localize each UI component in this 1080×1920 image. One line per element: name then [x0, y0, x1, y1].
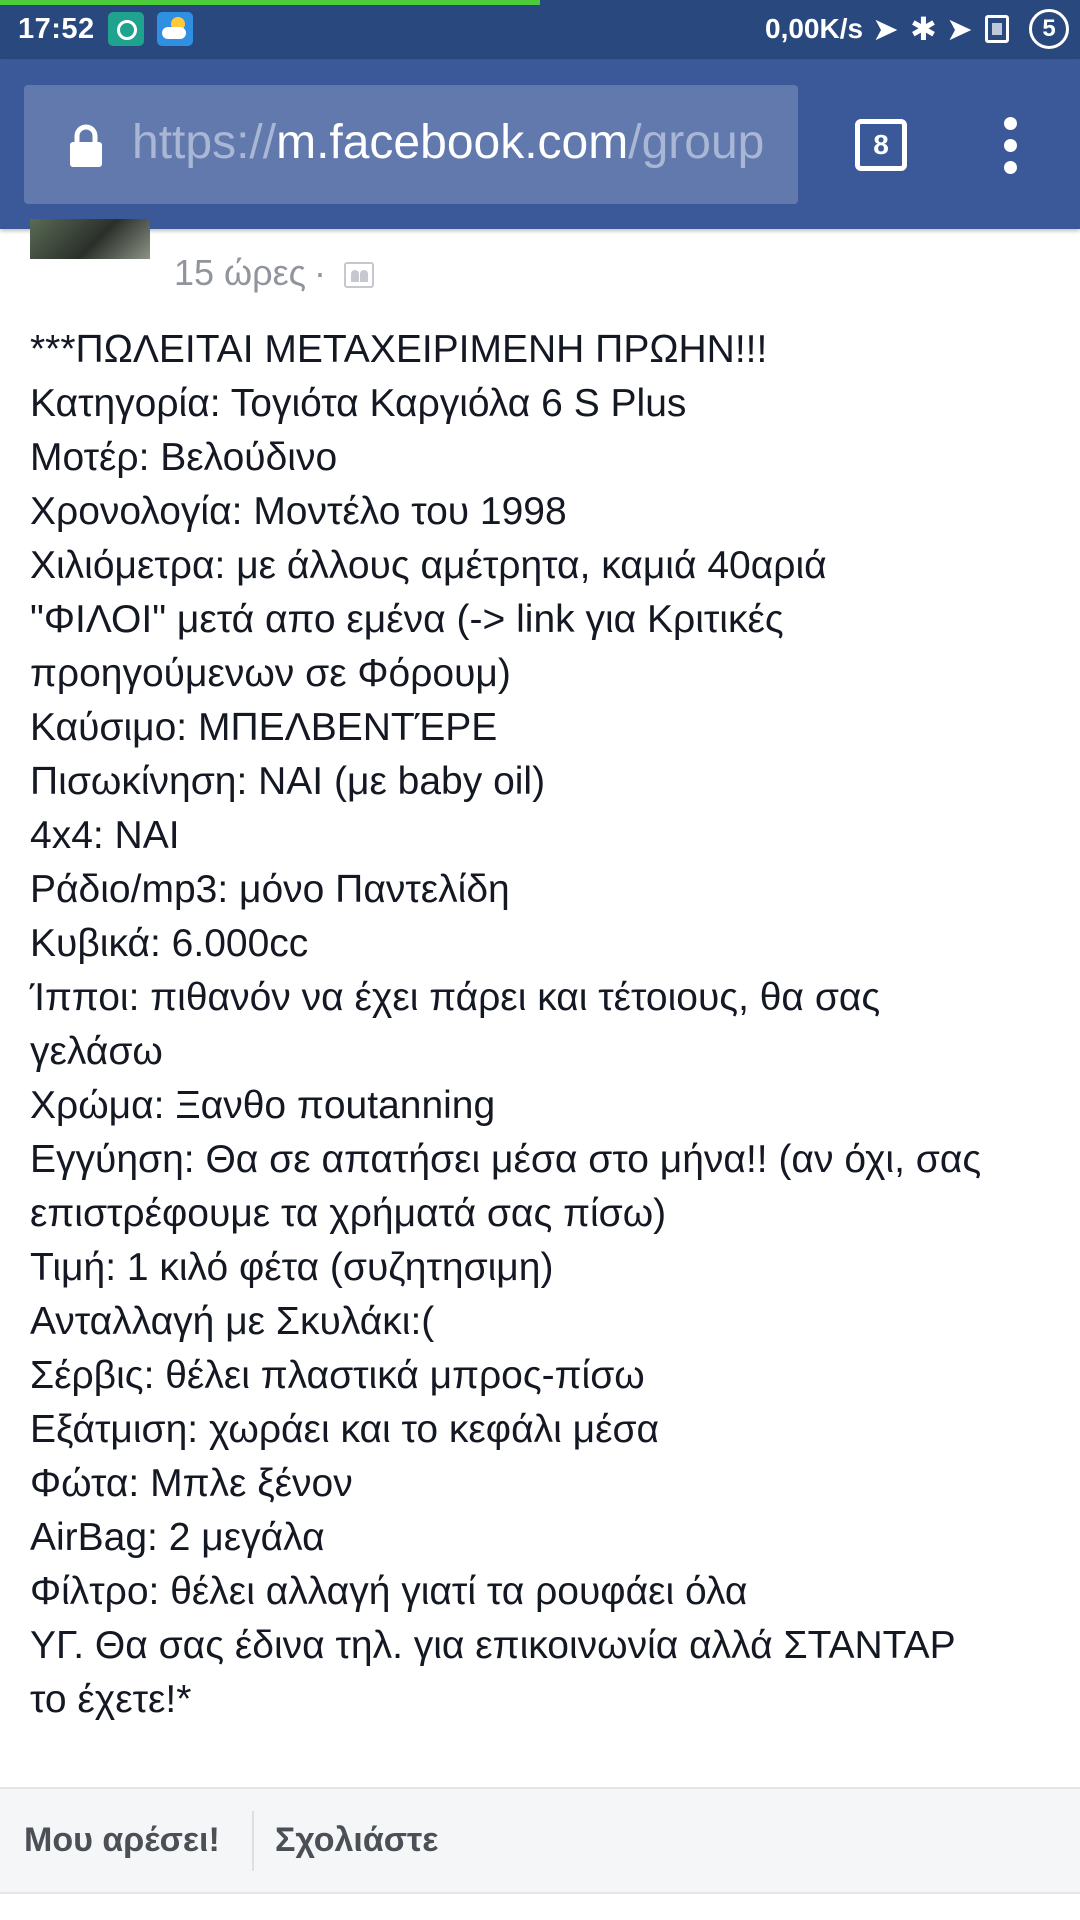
- post-text-line: γελάσω: [30, 1030, 163, 1073]
- url-text[interactable]: [132, 113, 798, 173]
- post-text-line: επιστρέφουμε τα χρήματά σας πίσω): [30, 1192, 667, 1235]
- status-bar: [0, 0, 1080, 59]
- url-bar[interactable]: [24, 85, 798, 204]
- post-text-line: Μοτέρ: Βελούδινο: [30, 436, 338, 479]
- post-text-line: Εγγύηση: Θα σε απατήσει μέσα στο μήνα!! (αν όχι, σας: [30, 1138, 982, 1181]
- post-text-line: Χρώμα: Ξανθο πoutanning: [30, 1084, 496, 1127]
- bluetooth-icon: ✱: [910, 11, 937, 47]
- post-time[interactable]: 15 ώρες: [174, 252, 307, 293]
- post-text-line: Σέρβις: θέλει πλαστικά μπρος-πίσω: [30, 1354, 645, 1397]
- post-text-line: ΥΓ. Θα σας έδινα τηλ. για επικοινωνία αλλά ΣΤΑΝΤΑΡ: [30, 1624, 956, 1667]
- page-load-progress: [0, 0, 540, 5]
- battery-icon: 5: [1029, 9, 1069, 49]
- comment-button[interactable]: Σχολιάστε: [275, 1821, 439, 1859]
- post-text-line: 4x4: ΝΑΙ: [30, 814, 180, 857]
- post-text-line: Φίλτρο: θέλει αλλαγή γιατί τα ρουφάει όλα: [30, 1570, 748, 1613]
- like-button[interactable]: Μου αρέσει!: [24, 1821, 220, 1859]
- post-body: [30, 323, 1060, 1727]
- post-text-line: AirBag: 2 μεγάλα: [30, 1516, 325, 1559]
- post-text-line: Κυβικά: 6.000cc: [30, 922, 309, 965]
- lock-icon: [68, 123, 104, 169]
- post-meta: [174, 252, 334, 294]
- post-actions: [0, 1787, 1080, 1894]
- meta-separator: ·: [314, 252, 327, 293]
- app-notification-icon: [108, 12, 144, 46]
- post-text-line: Τιμή: 1 κιλό φέτα (συζητησιμη): [30, 1246, 554, 1289]
- post-text-line: "ΦΙΛΟΙ" μετά απο εμένα (-> link για Κριτικές: [30, 598, 784, 641]
- tab-switcher-button[interactable]: 8: [855, 119, 907, 171]
- url-path: /group: [628, 116, 765, 169]
- post-text-line: ***ΠΩΛΕΙΤΑΙ ΜΕΤΑΧΕΙΡΙΜΕΝΗ ΠΡΩΗΝ!!!: [30, 328, 768, 371]
- network-speed: 0,00K/s: [765, 13, 864, 44]
- post-text-line: Χρονολογία: Μοντέλο του 1998: [30, 490, 567, 533]
- post-text-line: Κατηγορία: Τογιότα Καργιόλα 6 S Plus: [30, 382, 687, 425]
- post-text-line: Χιλιόμετρα: με άλλους αμέτρητα, καμιά 40αριά: [30, 544, 827, 587]
- gps-icon: ➤: [946, 11, 973, 47]
- weather-icon: [157, 12, 193, 46]
- url-scheme: https://: [132, 116, 277, 169]
- post-text-line: Ανταλλαγή με Σκυλάκι:(: [30, 1300, 435, 1343]
- post-text-line: Ίπποι: πιθανόν να έχει πάρει και τέτοιους, θα σας: [30, 976, 881, 1019]
- avatar[interactable]: [30, 219, 150, 259]
- gps-icon: ➤: [872, 11, 899, 47]
- post-text-line: Φώτα: Μπλε ξένον: [30, 1462, 353, 1505]
- status-time: 17:52: [18, 13, 95, 45]
- audience-group-icon: [344, 262, 374, 288]
- browser-toolbar: [0, 59, 1080, 229]
- more-options-icon[interactable]: [998, 117, 1024, 177]
- sim-icon: [985, 15, 1009, 43]
- post-text-line: Εξάτμιση: χωράει και το κεφάλι μέσα: [30, 1408, 660, 1451]
- post-text-line: προηγούμενων σε Φόρουμ): [30, 652, 511, 695]
- post-text-line: το έχετε!*: [30, 1678, 192, 1721]
- post-text-line: Ράδιο/mp3: μόνο Παντελίδη: [30, 868, 510, 911]
- url-host: m.facebook.com: [276, 116, 629, 169]
- action-divider: [252, 1811, 254, 1871]
- post-text-line: Καύσιμο: ΜΠΕΛΒΕΝΤΈΡΕ: [30, 706, 498, 749]
- post-text-line: Πισωκίνηση: ΝΑΙ (με baby oil): [30, 760, 546, 803]
